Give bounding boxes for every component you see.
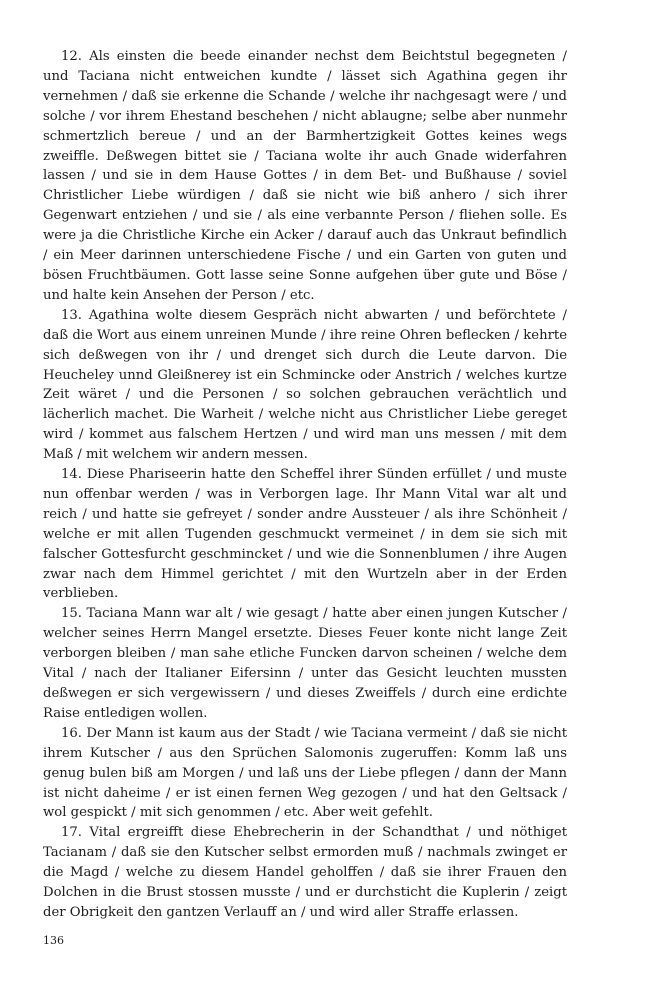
paragraph-12: 12. Als einsten die beede einander nechst dem Beichtstul begegneten / und Taciana nicht entweichen kundte / lässet sich Agathina gegen ihr vernehmen / daß sie erkenne die Schande / welche ihr nachgesagt were / und solche / vor ihrem Ehestand beschehen / nicht ablaugne; selbe aber nunmehr schmertzlich bereue / und an der Barmhertzigkeit Gottes keines wegs zweiffle. Deßwegen bittet sie / Taciana wolte ihr auch Gnade widerfahren lassen / und sie in dem Hause Gottes / in dem Bet- und Bußhause / soviel Christlicher Liebe würdigen / daß sie nicht wie biß anhero / sich ihrer Gegenwart entziehen / und sie / als eine verbannte Person / fliehen solle. Es were ja die Christliche Kirche ein Acker / darauf auch das Unkraut befindlich / ein Meer darinnen unterschiedene Fische / und ein Garten von guten und bösen Fruchtbäumen. Gott lasse seine Sonne aufgehen über gute und Böse / und halte kein Ansehen der Person / etc. — [43, 49, 567, 303]
paragraph-14: 14. Diese Phariseerin hatte den Scheffel ihrer Sünden erfüllet / und muste nun offenbar werden / was in Verborgen lage. Ihr Mann Vital war alt und reich / und hatte sie gefreyet / sonder andre Aussteuer / als ihre Schönheit / welche er mit allen Tugenden geschmuckt vermeinet / in dem sie sich mit falscher Gottesfurcht geschmincket / und wie die Sonnenblumen / ihre Augen zwar nach dem Himmel gerichtet / mit den Wurtzeln aber in der Erden verblieben. — [43, 467, 567, 602]
paragraph-16: 16. Der Mann ist kaum aus der Stadt / wie Taciana vermeint / daß sie nicht ihrem Kutscher / aus den Sprüchen Salomonis zugeruffen: Komm laß uns genug bulen biß am Morgen / und laß uns der Liebe pflegen / dann der Mann ist nicht daheime / er ist einen fernen Weg gezogen / und hat den Geltsack / wol gespickt / mit sich genommen / etc. Aber weit gefehlt. — [43, 725, 567, 821]
page-number: 136 — [43, 934, 64, 947]
paragraph-17: 17. Vital ergreifft diese Ehebrecherin in der Schandthat / und nöthiget Tacianam / daß sie den Kutscher selbst ermorden muß / nachmals zwinget er die Magd / welche zu diesem Handel geholffen / daß sie ihrer Frauen den Dolchen in die Brust stossen musste / und er durchsticht die Kuplerin / zeigt der Obrigkeit den gantzen Verlauff an / und wird aller Straffe erlassen. — [43, 825, 567, 920]
paragraph-15: 15. Taciana Mann war alt / wie gesagt / hatte aber einen jungen Kutscher / welcher seines Herrn Mangel ersetzte. Dieses Feuer konte nicht lange Zeit verborgen bleiben / man sahe etliche Funcken darvon scheinen / welche dem Vital / nach der Italianer Eifersinn / unter das Gesicht leuchten mussten deßwegen er sich vergewissern / und dieses Zweiffels / durch eine erdichte Raise entledigen wollen. — [43, 606, 567, 721]
paragraph-13: 13. Agathina wolte diesem Gespräch nicht abwarten / und beförchtete / daß die Wort aus einem unreinen Munde / ihre reine Ohren beflecken / kehrte sich deßwegen von ihr / und drenget sich durch die Leute darvon. Die Heucheley unnd Gleißnerey ist ein Schmincke oder Anstrich / welches kurtze Zeit wäret / und die Personen / so solchen gebrauchen verächtlich und lächerlich machet. Die Warheit / welche nicht aus Christlicher Liebe gereget wird / kommet aus falschem Hertzen / und wird man uns messen / mit dem Maß / mit welchem wir andern messen. — [43, 307, 567, 463]
page-body — [43, 47, 567, 923]
